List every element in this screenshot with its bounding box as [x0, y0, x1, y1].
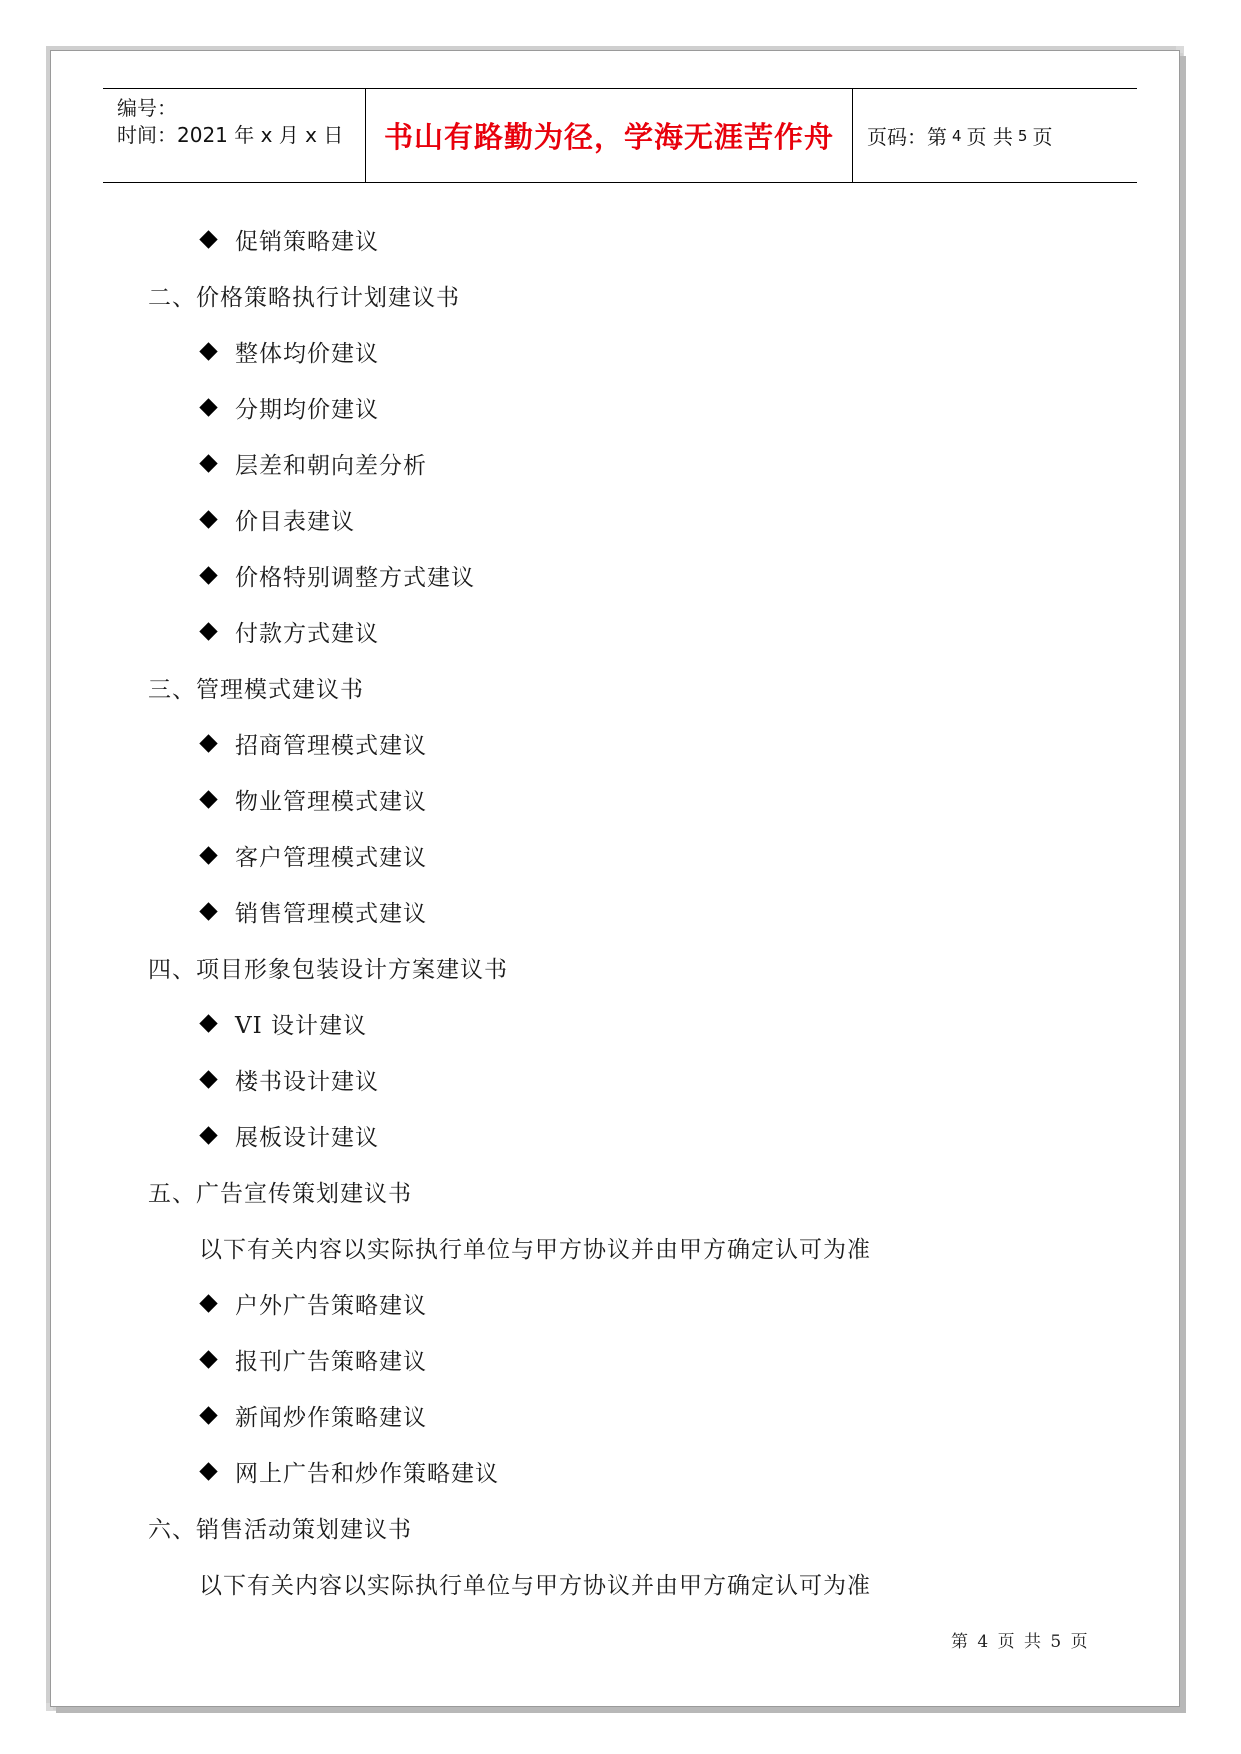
- motto: 书山有路勤为径，学海无涯苦作舟: [383, 120, 834, 154]
- diamond-bullet-icon: [199, 398, 217, 416]
- page-total: 5: [1017, 126, 1028, 145]
- diamond-bullet-icon: [199, 1294, 217, 1312]
- header-motto-cell: [366, 89, 853, 182]
- list-item: 新闻炒作策略建议: [199, 1399, 427, 1432]
- header-page-info: [853, 89, 1137, 182]
- list-item: 招商管理模式建议: [199, 727, 427, 760]
- diamond-bullet-icon: [199, 1070, 217, 1088]
- list-item: 促销策略建议: [199, 223, 379, 256]
- diamond-bullet-icon: [199, 1462, 217, 1480]
- list-item: 付款方式建议: [199, 615, 379, 648]
- page-current: 4: [952, 126, 962, 145]
- diamond-bullet-icon: [199, 622, 217, 640]
- list-item: 客户管理模式建议: [199, 839, 427, 872]
- list-item: 层差和朝向差分析: [199, 447, 427, 480]
- list-item: 销售管理模式建议: [199, 895, 427, 928]
- section-note: 以下有关内容以实际执行单位与甲方协议并由甲方确定认可为准: [199, 1573, 871, 1599]
- diamond-bullet-icon: [199, 510, 217, 528]
- diamond-bullet-icon: [199, 566, 217, 584]
- list-item: 整体均价建议: [199, 335, 379, 368]
- diamond-bullet-icon: [199, 342, 217, 360]
- section-heading: 四、项目形象包装设计方案建议书: [148, 957, 508, 983]
- page-info-mid: 页 共: [966, 125, 1013, 149]
- diamond-bullet-icon: [199, 902, 217, 920]
- list-item: 价格特别调整方式建议: [199, 559, 475, 592]
- section-heading: 六、销售活动策划建议书: [148, 1517, 412, 1543]
- page-info-suffix: 页: [1032, 125, 1053, 149]
- section-note: 以下有关内容以实际执行单位与甲方协议并由甲方确定认可为准: [199, 1237, 871, 1263]
- diamond-bullet-icon: [199, 1350, 217, 1368]
- list-item: 价目表建议: [199, 503, 355, 536]
- page-info-prefix: 页码：第: [867, 125, 947, 149]
- document-header: [103, 88, 1137, 183]
- document-number-label: 编号：: [117, 96, 177, 120]
- diamond-bullet-icon: [199, 846, 217, 864]
- section-heading: 二、价格策略执行计划建议书: [148, 285, 460, 311]
- diamond-bullet-icon: [199, 230, 217, 248]
- diamond-bullet-icon: [199, 790, 217, 808]
- document-time: 时间：2021 年 x 月 x 日: [117, 123, 344, 147]
- list-item: 楼书设计建议: [199, 1063, 379, 1096]
- section-heading: 三、管理模式建议书: [148, 677, 364, 703]
- list-item: 报刊广告策略建议: [199, 1343, 427, 1376]
- diamond-bullet-icon: [199, 1014, 217, 1032]
- diamond-bullet-icon: [199, 1406, 217, 1424]
- section-heading: 五、广告宣传策划建议书: [148, 1181, 412, 1207]
- list-item: VI 设计建议: [199, 1007, 367, 1040]
- list-item: 物业管理模式建议: [199, 783, 427, 816]
- diamond-bullet-icon: [199, 734, 217, 752]
- list-item: 网上广告和炒作策略建议: [199, 1455, 499, 1488]
- list-item: 户外广告策略建议: [199, 1287, 427, 1320]
- list-item: 展板设计建议: [199, 1119, 379, 1152]
- diamond-bullet-icon: [199, 1126, 217, 1144]
- list-item: 分期均价建议: [199, 391, 379, 424]
- header-meta: [103, 89, 366, 182]
- diamond-bullet-icon: [199, 454, 217, 472]
- page-footer: 第 4 页 共 5 页: [951, 1632, 1090, 1652]
